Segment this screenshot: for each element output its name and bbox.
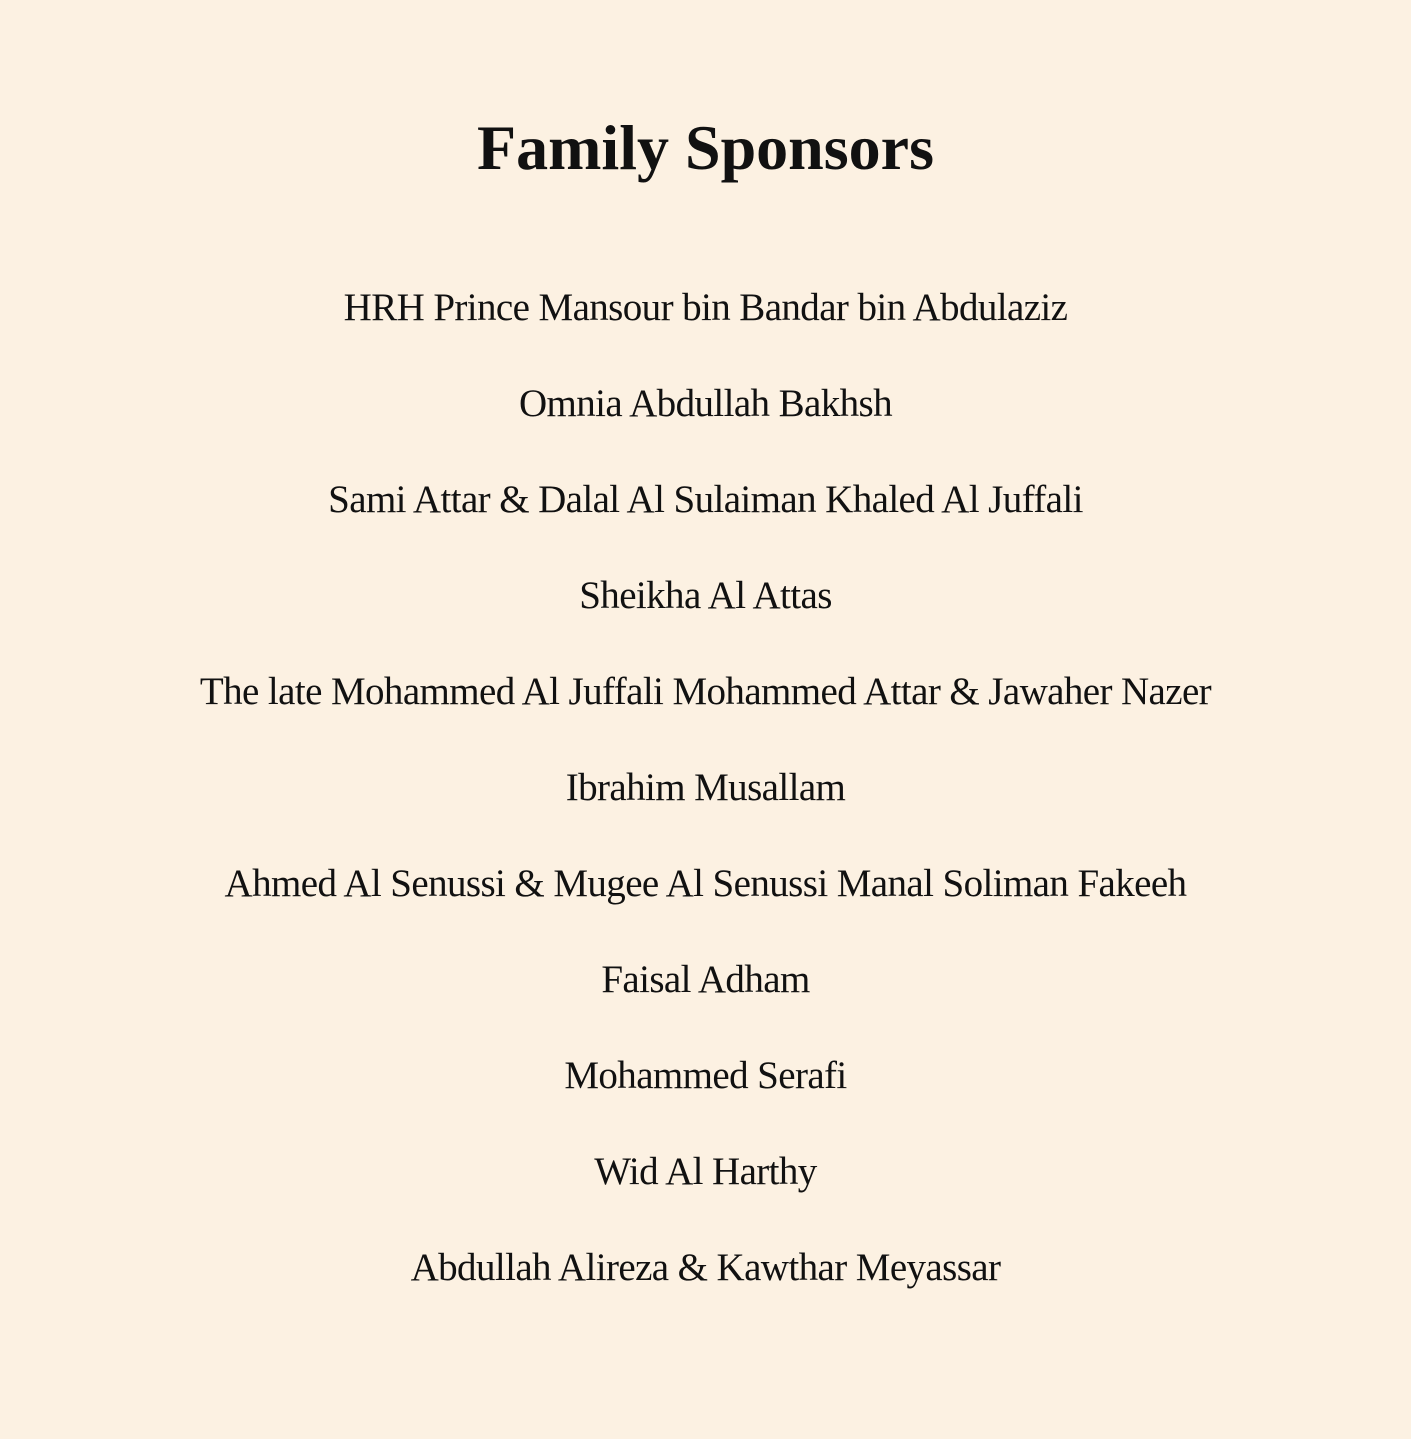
sponsor-item: Omnia Abdullah Bakhsh xyxy=(518,382,893,425)
sponsor-item: Mohammed Serafi xyxy=(564,1054,847,1097)
sponsor-item: Abdullah Alireza & Kawthar Meyassar xyxy=(410,1246,1001,1289)
sponsor-item: Sami Attar & Dalal Al Sulaiman Khaled Al Juffali xyxy=(328,478,1083,521)
sponsor-item: HRH Prince Mansour bin Bandar bin Abdulaziz xyxy=(343,286,1068,329)
sponsor-item: The late Mohammed Al Juffali Mohammed Attar & Jawaher Nazer xyxy=(199,670,1212,713)
sponsor-item: Ahmed Al Senussi & Mugee Al Senussi Manal Soliman Fakeeh xyxy=(224,862,1187,905)
sponsor-item: Sheikha Al Attas xyxy=(579,574,832,617)
sponsor-item: Wid Al Harthy xyxy=(594,1150,817,1193)
sponsor-item: Faisal Adham xyxy=(601,958,810,1001)
page-title: Family Sponsors xyxy=(477,112,934,183)
sponsor-list xyxy=(0,284,1411,1340)
sponsor-item: Ibrahim Musallam xyxy=(565,766,846,809)
